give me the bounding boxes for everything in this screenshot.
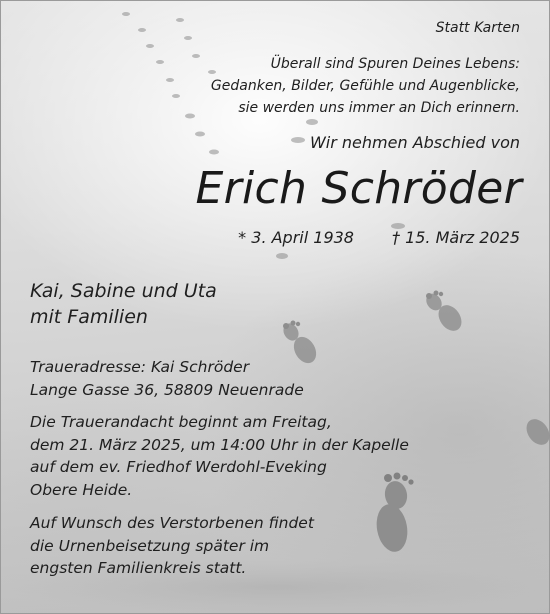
mourners-line: Kai, Sabine und Uta [30,280,217,302]
verse-line: Überall sind Spuren Deines Lebens: [270,56,520,72]
service-line: Die Trauerandacht beginnt am Freitag, [30,413,332,431]
service-line: Obere Heide. [30,480,133,499]
farewell-intro: Wir nehmen Abschied von [309,133,520,152]
life-dates [238,228,520,247]
verse-line: Gedanken, Bilder, Gefühle und Augenblicke, [210,78,520,94]
address-line: Lange Gasse 36, 58809 Neuenrade [30,380,304,399]
wish-line: die Urnenbeisetzung später im [30,536,270,555]
deceased-name: Erich Schröder [195,163,522,214]
mourners-line: mit Familien [30,306,148,328]
service-line: auf dem ev. Friedhof Werdohl-Eveking [30,458,327,476]
service-line: dem 21. März 2025, um 14:00 Uhr in der Kapelle [30,435,409,454]
death-date: † 15. März 2025 [391,228,520,247]
service-details [30,411,409,501]
verse-line: sie werden uns immer an Dich erinnern. [238,100,520,116]
statt-karten-label: Statt Karten [435,20,520,36]
memorial-verse [211,53,520,119]
wish-line: engsten Familienkreis statt. [30,559,247,577]
mourners [30,278,217,330]
wish-line: Auf Wunsch des Verstorbenen findet [30,514,314,532]
birth-date: * 3. April 1938 [238,228,354,247]
burial-wish [30,512,314,580]
address-line: Traueradresse: Kai Schröder [30,358,250,376]
mourning-address [30,356,304,401]
